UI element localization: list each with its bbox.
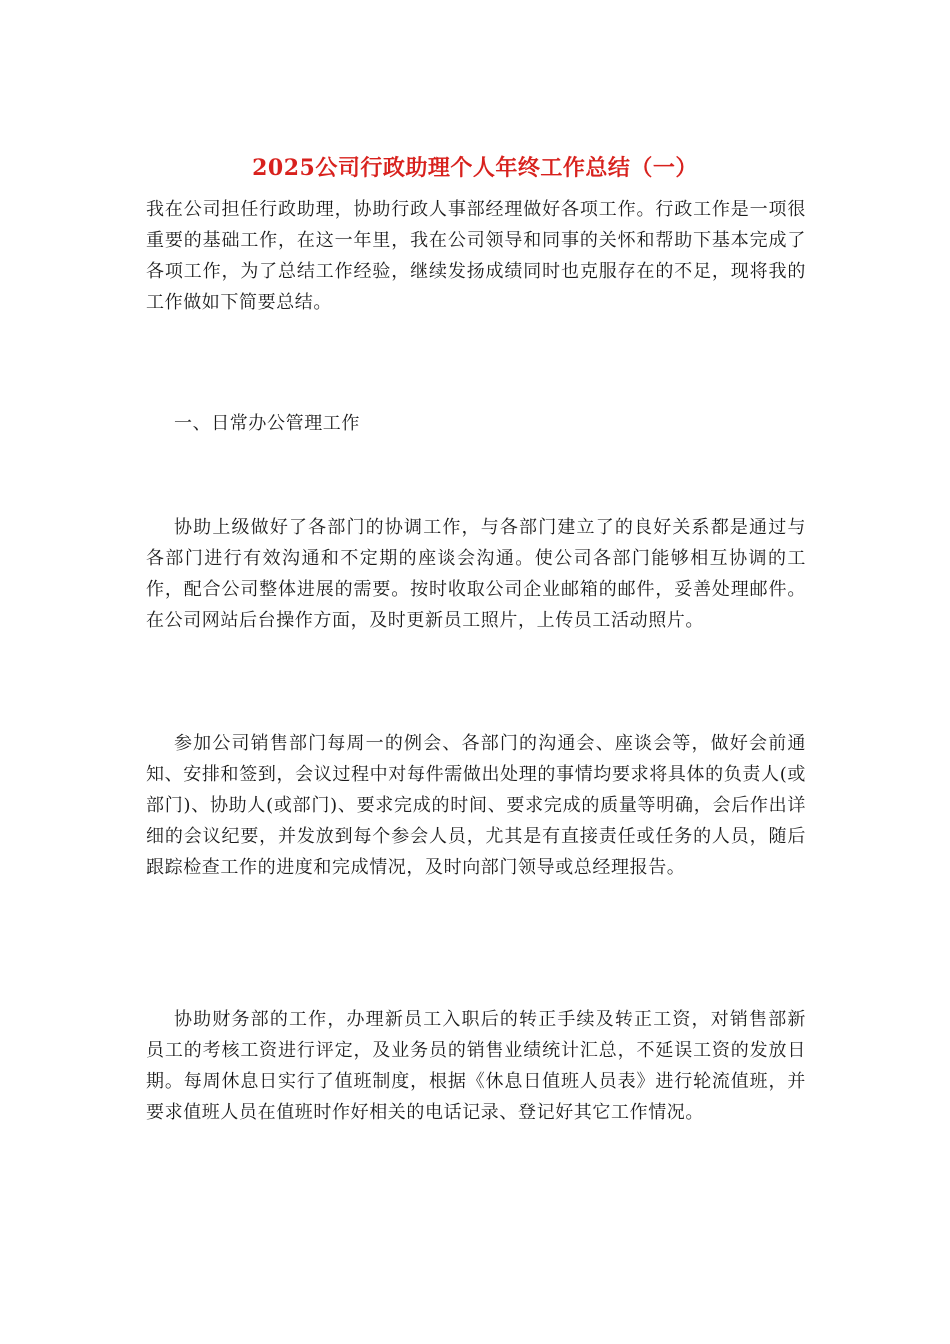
document-title: 2025公司行政助理个人年终工作总结（一） bbox=[252, 155, 698, 181]
paragraph-finance: 协助财务部的工作，办理新员工入职后的转正手续及转正工资，对销售部新员工的考核工资进行评定，及业务员的销售业绩统计汇总，不延误工资的发放日期。每周休息日实行了值班制度，根据《休息日值班人员表》进行轮流值班，并要求值班人员在值班时作好相关的电话记录、登记好其它工作情况。 bbox=[146, 1009, 806, 1123]
intro-paragraph: 我在公司担任行政助理，协助行政人事部经理做好各项工作。行政工作是一项很重要的基础工作，在这一年里，我在公司领导和同事的关怀和帮助下基本完成了各项工作，为了总结工作经验，继续发扬成绩同时也克服存在的不足，现将我的工作做如下简要总结。 bbox=[146, 199, 806, 313]
paragraph-coordination: 协助上级做好了各部门的协调工作，与各部门建立了的良好关系都是通过与各部门进行有效沟通和不定期的座谈会沟通。使公司各部门能够相互协调的工作，配合公司整体进展的需要。按时收取公司企业邮箱的邮件，妥善处理邮件。在公司网站后台操作方面，及时更新员工照片，上传员工活动照片。 bbox=[146, 517, 806, 631]
paragraph-meetings: 参加公司销售部门每周一的例会、各部门的沟通会、座谈会等，做好会前通知、安排和签到，会议过程中对每件需做出处理的事情均要求将具体的负责人(或部门)、协助人(或部门)、要求完成的时间、要求完成的质量等明确，会后作出详细的会议纪要，并发放到每个参会人员，尤其是有直接责任或任务的人员，随后跟踪检查工作的进度和完成情况，及时向部门领导或总经理报告。 bbox=[146, 733, 806, 878]
section-heading: 一、日常办公管理工作 bbox=[174, 413, 360, 434]
